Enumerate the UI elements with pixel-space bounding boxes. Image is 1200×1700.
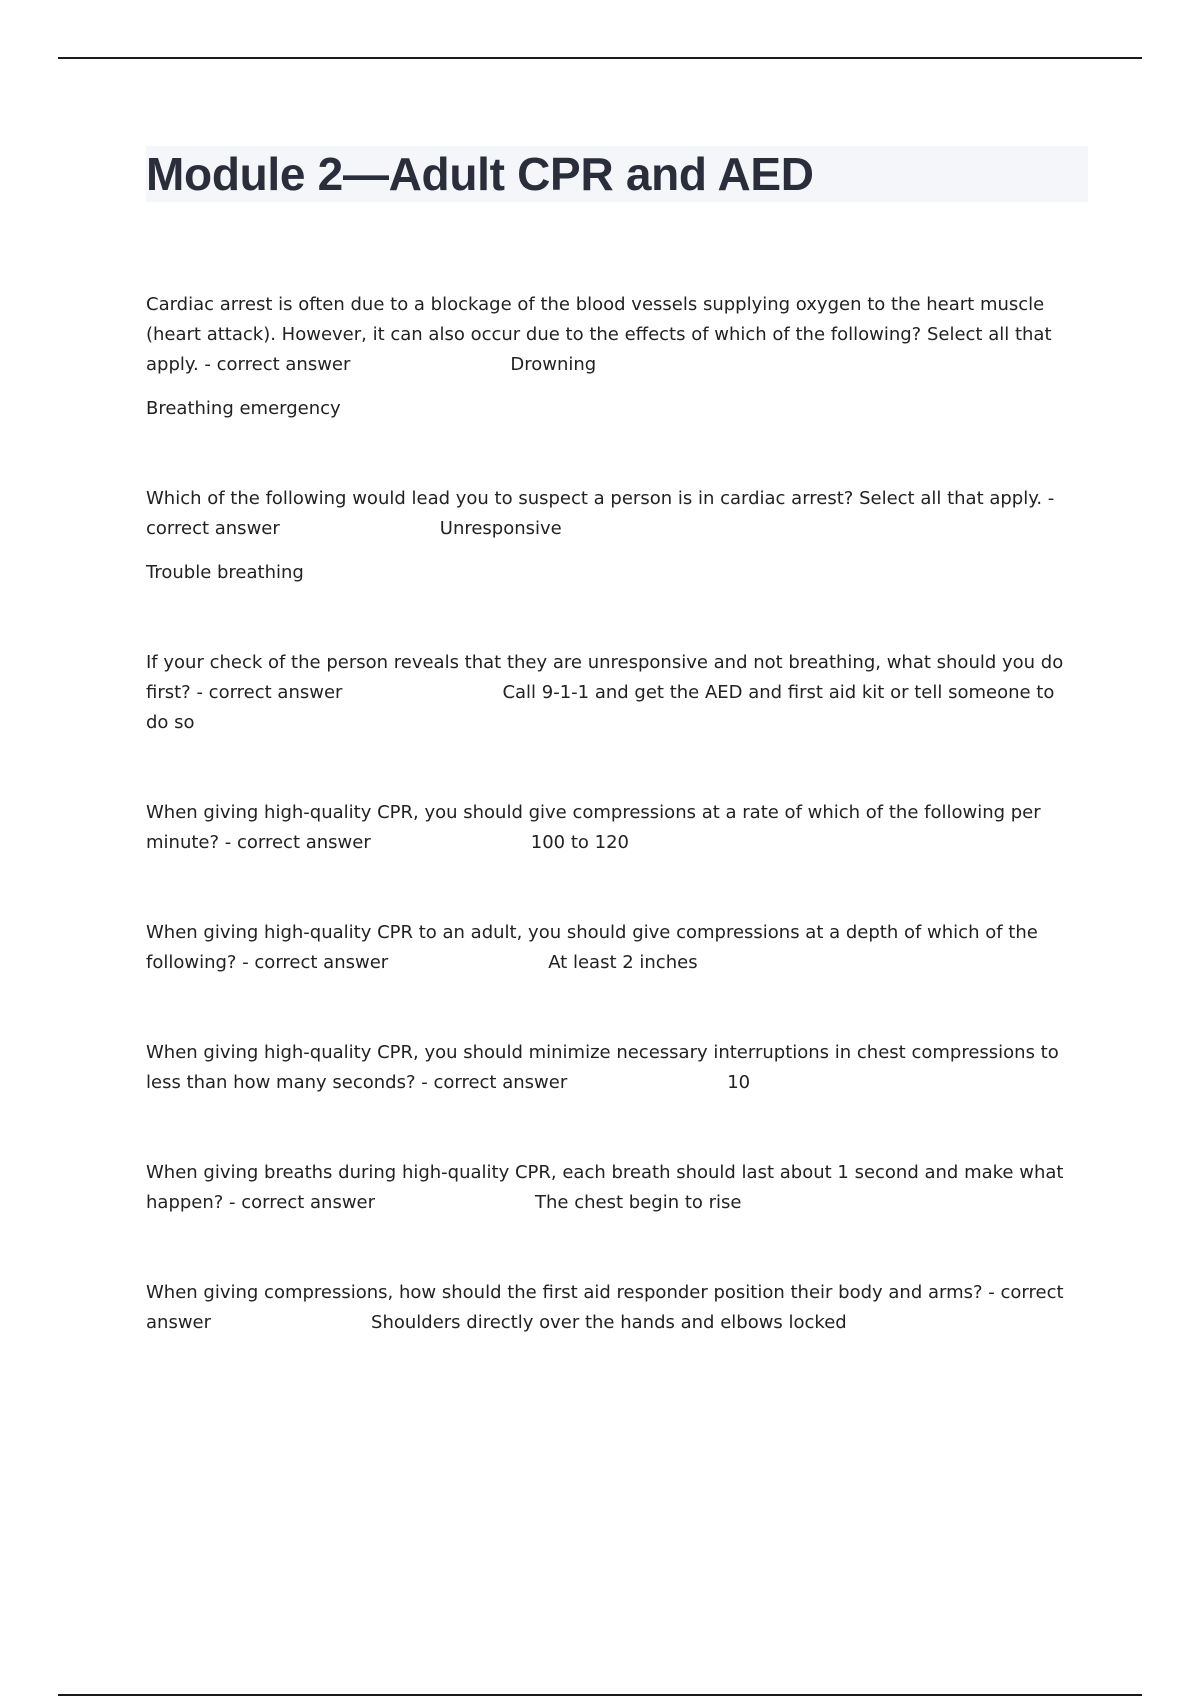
qa-item <box>146 484 1076 588</box>
qa-text <box>146 1158 1076 1218</box>
qa-text <box>146 484 1076 544</box>
qa-item <box>146 1038 1076 1098</box>
answer-text: Call 9-1-1 and get the AED and first aid kit or tell someone to do so <box>146 682 1055 733</box>
question-text: Which of the following would lead you to suspect a person is in cardiac arrest? Select all that apply. - correct answer <box>146 488 1055 539</box>
qa-item <box>146 1278 1076 1338</box>
answer-text: 10 <box>727 1072 751 1093</box>
qa-item <box>146 798 1076 858</box>
top-rule <box>58 57 1142 59</box>
qa-list <box>146 290 1076 1398</box>
qa-item <box>146 918 1076 978</box>
question-text: When giving compressions, how should the first aid responder position their body and arms? - correct answer <box>146 1282 1064 1333</box>
qa-text <box>146 1278 1076 1338</box>
document-title: Module 2—Adult CPR and AED <box>146 148 814 200</box>
question-text: When giving breaths during high-quality CPR, each breath should last about 1 second and make what happen? - correct answer <box>146 1162 1064 1213</box>
qa-item <box>146 648 1076 738</box>
qa-item <box>146 1158 1076 1218</box>
qa-item <box>146 290 1076 424</box>
answer-text: 100 to 120 <box>530 832 629 853</box>
answer-text: At least 2 inches <box>548 952 698 973</box>
question-text: If your check of the person reveals that they are unresponsive and not breathing, what should you do first? - correct answer <box>146 652 1064 703</box>
qa-text <box>146 1038 1076 1098</box>
question-text: Cardiac arrest is often due to a blockage of the blood vessels supplying oxygen to the heart muscle (heart attack). However, it can also occur due to the effects of which of the following? Select all that apply. - correct answer <box>146 294 1052 375</box>
answer-text: Shoulders directly over the hands and elbows locked <box>371 1312 847 1333</box>
question-text: When giving high-quality CPR, you should give compressions at a rate of which of the following per minute? - correct answer <box>146 802 1041 853</box>
qa-text <box>146 798 1076 858</box>
bottom-rule <box>58 1694 1142 1696</box>
question-text: When giving high-quality CPR, you should minimize necessary interruptions in chest compressions to less than how many seconds? - correct answer <box>146 1042 1059 1093</box>
qa-text <box>146 648 1076 738</box>
answer-extra-text: Trouble breathing <box>146 562 304 583</box>
question-text: When giving high-quality CPR to an adult, you should give compressions at a depth of which of the following? - correct answer <box>146 922 1038 973</box>
answer-extra-text: Breathing emergency <box>146 398 341 419</box>
qa-text <box>146 290 1076 380</box>
answer-text: Unresponsive <box>439 518 562 539</box>
answer-text: Drowning <box>510 354 597 375</box>
answer-text: The chest begin to rise <box>535 1192 742 1213</box>
qa-text <box>146 918 1076 978</box>
